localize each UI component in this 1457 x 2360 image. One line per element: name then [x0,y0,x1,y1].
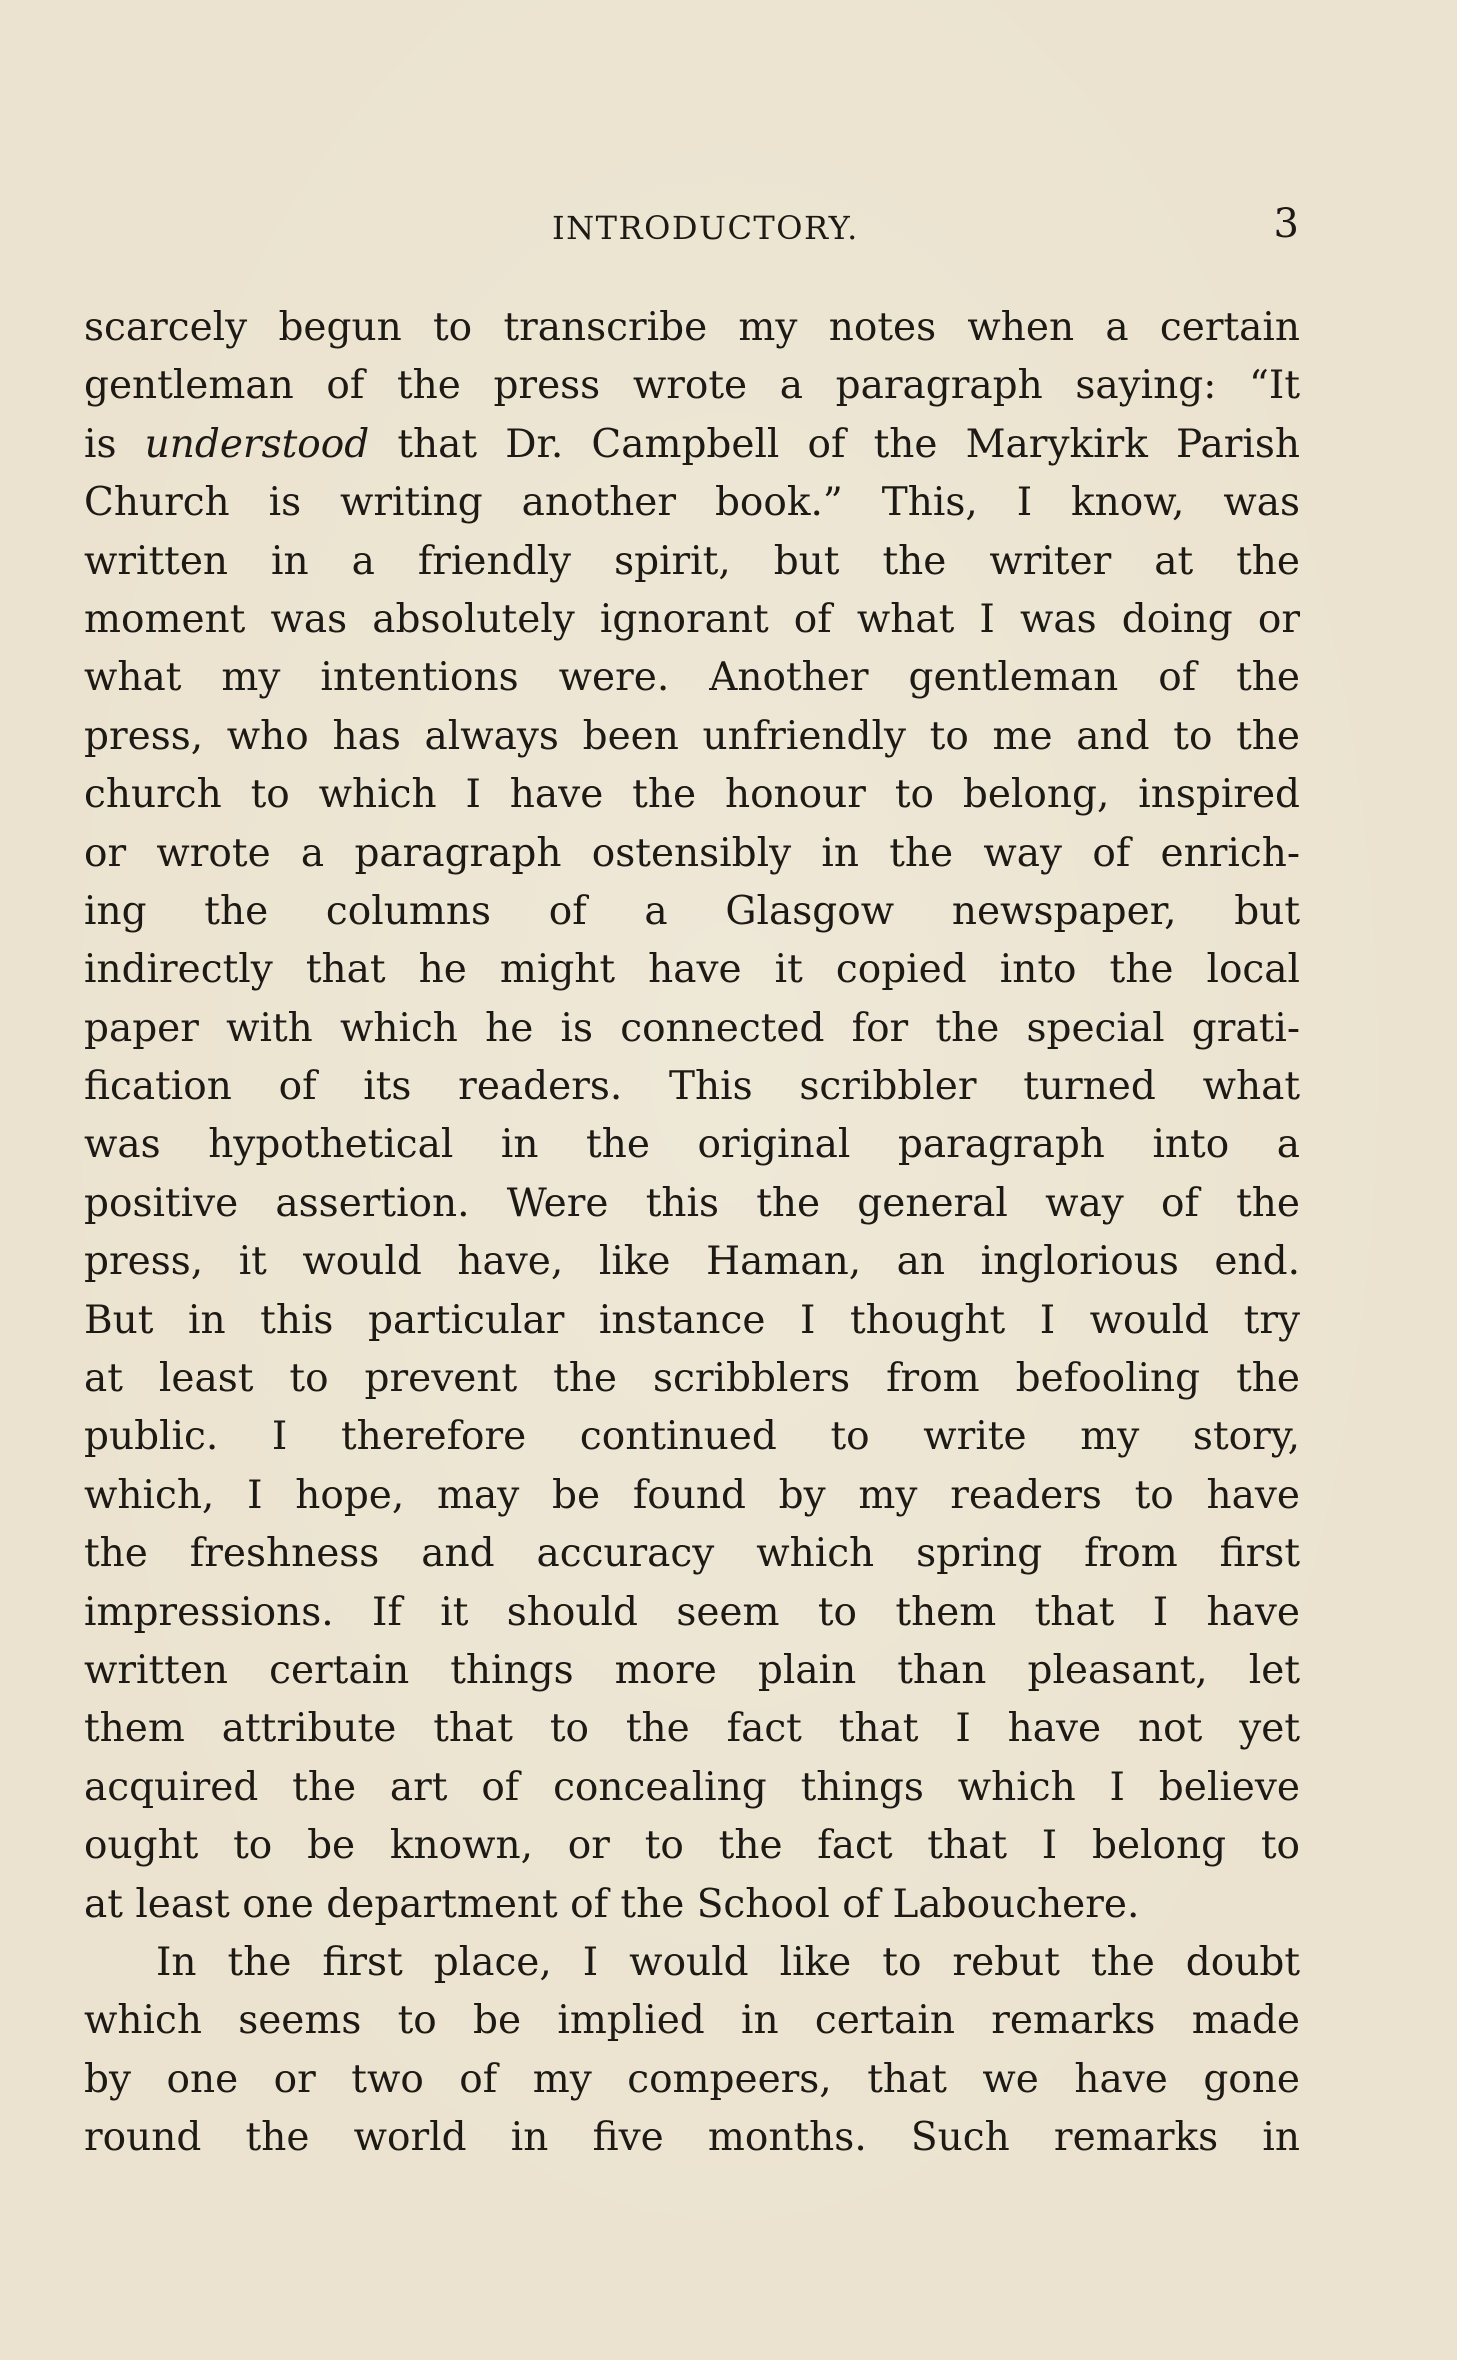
text-line: what my intentions were. Another gentleman of the [84,655,1300,701]
text-line: them attribute that to the fact that I have not yet [84,1706,1300,1752]
page-number: 3 [1273,201,1299,247]
text-line: was hypothetical in the original paragraph into a [84,1122,1300,1168]
running-title: INTRODUCTORY. [552,209,859,247]
text-segment: that Dr. Campbell of the Marykirk Parish [369,421,1300,467]
text-line: scarcely begun to transcribe my notes when a certain [84,305,1300,350]
text-line: or wrote a paragraph ostensibly in the way of enrich- [84,830,1300,876]
text-line: at least one department of the School of Labouchere. [84,1881,1140,1927]
text-line: acquired the art of concealing things which I believe [84,1764,1300,1810]
text-line: ing the columns of a Glasgow newspaper, but [84,888,1300,934]
text-line: moment was absolutely ignorant of what I was doing or [84,596,1300,642]
body-text [84,299,1300,2168]
text-line: public. I therefore continued to write my story, [84,1414,1300,1460]
text-line: which, I hope, may be found by my readers to have [84,1472,1300,1518]
text-line: by one or two of my compeers, that we have gone [84,2056,1300,2102]
text-line: ought to be known, or to the fact that I belong to [84,1823,1300,1869]
text-line: positive assertion. Were this the general way of the [84,1180,1300,1226]
text-line: at least to prevent the scribblers from befooling the [84,1356,1300,1402]
text-line: Church is writing another book.” This, I know, was [84,480,1300,526]
italic-word: understood [144,421,370,467]
text-line: church to which I have the honour to belong, inspired [84,772,1300,818]
text-line: the freshness and accuracy which spring from first [84,1531,1300,1577]
text-line: which seems to be implied in certain remarks made [84,1998,1300,2044]
text-line: indirectly that he might have it copied into the local [84,947,1300,993]
text-line [84,416,1300,474]
text-segment: is [84,421,145,467]
text-line: But in this particular instance I thought I would try [84,1297,1300,1343]
text-line: impressions. If it should seem to them that I have [84,1589,1300,1635]
running-head [84,200,1299,260]
text-line: press, who has always been unfriendly to me and to the [84,713,1300,759]
text-line: written certain things more plain than pleasant, let [84,1647,1300,1693]
text-line: fication of its readers. This scribbler turned what [84,1064,1300,1110]
text-line: gentleman of the press wrote a paragraph saying: “It [84,363,1300,409]
text-line: paper with which he is connected for the special grati- [84,1005,1300,1051]
text-line: round the world in five months. Such remarks in [84,2115,1300,2161]
text-line: written in a friendly spirit, but the writer at the [84,538,1300,584]
text-line: In the first place, I would like to rebut the doubt [156,1939,1300,1985]
text-line: press, it would have, like Haman, an inglorious end. [84,1239,1300,1285]
